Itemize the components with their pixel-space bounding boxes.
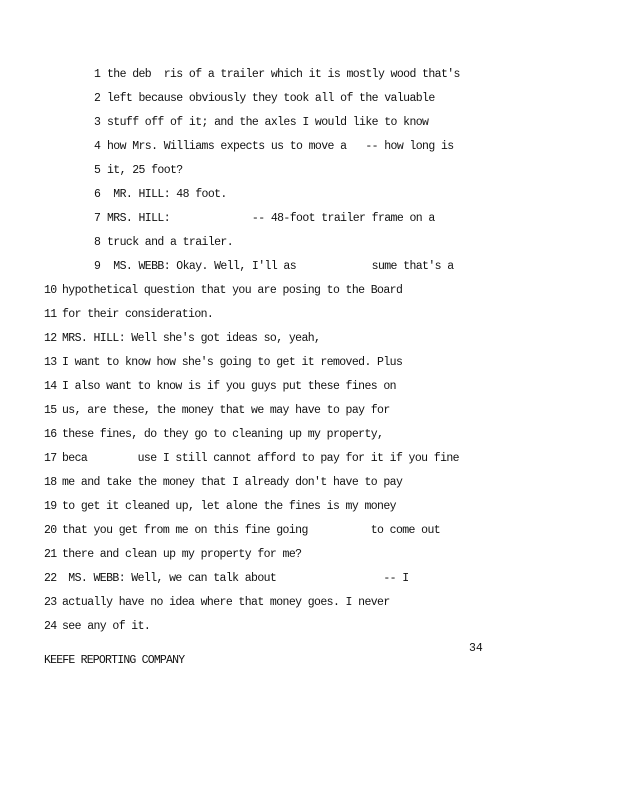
line-text: MRS. HILL: Well she's got ideas so, yeah, [62, 332, 321, 345]
line-number: 20 [44, 524, 57, 537]
line-text: MS. WEBB: Okay. Well, I'll as sume that's a [107, 260, 454, 273]
line-text: truck and a trailer. [107, 236, 234, 249]
line-number: 8 [94, 236, 101, 249]
line-text: actually have no idea where that money goes. I never [62, 596, 390, 609]
page-number: 34 [469, 642, 483, 655]
line-text: left because obviously they took all of the valuable [107, 92, 435, 105]
line-text: MR. HILL: 48 foot. [107, 188, 227, 201]
line-number: 9 [94, 260, 101, 273]
line-text: see any of it. [62, 620, 151, 633]
line-number: 4 [94, 140, 101, 153]
line-text: I want to know how she's going to get it removed. Plus [62, 356, 403, 369]
line-text: I also want to know is if you guys put these fines on [62, 380, 396, 393]
line-number: 14 [44, 380, 57, 393]
line-number: 16 [44, 428, 57, 441]
line-number: 21 [44, 548, 57, 561]
line-number: 23 [44, 596, 57, 609]
line-text: the deb ris of a trailer which it is mostly wood that's [107, 68, 460, 81]
line-text: hypothetical question that you are posing to the Board [62, 284, 403, 297]
line-text: it, 25 foot? [107, 164, 183, 177]
line-number: 17 [44, 452, 57, 465]
line-number: 18 [44, 476, 57, 489]
reporter-footer: KEEFE REPORTING COMPANY [44, 654, 185, 667]
line-text: there and clean up my property for me? [62, 548, 302, 561]
line-number: 15 [44, 404, 57, 417]
line-number: 3 [94, 116, 101, 129]
line-number: 24 [44, 620, 57, 633]
line-number: 7 [94, 212, 101, 225]
line-number: 13 [44, 356, 57, 369]
line-number: 10 [44, 284, 57, 297]
line-number: 2 [94, 92, 101, 105]
line-text: stuff off of it; and the axles I would like to know [107, 116, 429, 129]
line-number: 11 [44, 308, 57, 321]
line-text: for their consideration. [62, 308, 214, 321]
line-text: that you get from me on this fine going to come out [62, 524, 441, 537]
line-text: me and take the money that I already don't have to pay [62, 476, 403, 489]
line-text: MS. WEBB: Well, we can talk about -- I [62, 572, 409, 585]
line-number: 22 [44, 572, 57, 585]
line-number: 12 [44, 332, 57, 345]
line-number: 6 [94, 188, 101, 201]
line-text: to get it cleaned up, let alone the fines is my money [62, 500, 396, 513]
line-text: these fines, do they go to cleaning up my property, [62, 428, 384, 441]
line-text: MRS. HILL: -- 48-foot trailer frame on a [107, 212, 435, 225]
line-text: how Mrs. Williams expects us to move a -- how long is [107, 140, 454, 153]
line-number: 19 [44, 500, 57, 513]
line-text: us, are these, the money that we may have to pay for [62, 404, 390, 417]
line-text: beca use I still cannot afford to pay for it if you fine [62, 452, 459, 465]
line-number: 5 [94, 164, 101, 177]
line-number: 1 [94, 68, 101, 81]
